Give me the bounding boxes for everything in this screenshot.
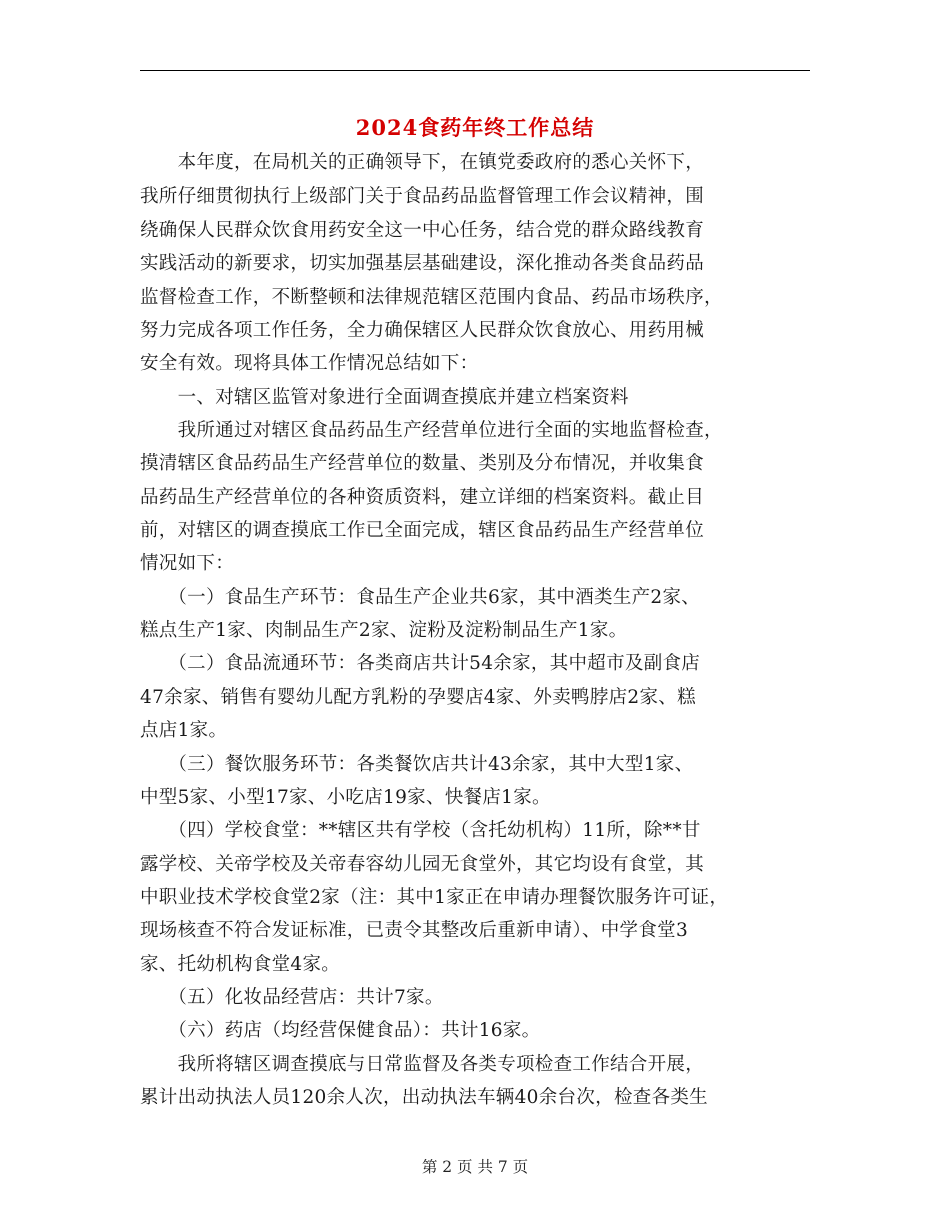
body-line: （六）药店（均经营保健食品）：共计16家。: [140, 1020, 541, 1041]
document-title: 2024食药年终工作总结: [355, 115, 595, 140]
body-line: 我所仔细贯彻执行上级部门关于食品药品监督管理工作会议精神，围: [140, 186, 705, 207]
body-line: 现场核查不符合发证标准，已责令其整改后重新申请）、中学食堂3: [140, 920, 689, 941]
body-line: 糕点生产1家、肉制品生产2家、淀粉及淀粉制品生产1家。: [140, 620, 628, 641]
body-line: 本年度，在局机关的正确领导下，在镇党委政府的悉心关怀下，: [140, 152, 705, 173]
body-line: 前，对辖区的调查摸底工作已全面完成，辖区食品药品生产经营单位: [140, 520, 705, 541]
body-line: 露学校、关帝学校及关帝春容幼儿园无食堂外，其它均设有食堂，其: [140, 854, 705, 875]
section-heading: 一、对辖区监管对象进行全面调查摸底并建立档案资料: [140, 387, 629, 408]
body-line: 我所将辖区调查摸底与日常监督及各类专项检查工作结合开展，: [140, 1054, 705, 1075]
body-line: （三）餐饮服务环节：各类餐饮店共计43余家，其中大型1家、: [140, 754, 694, 775]
body-line: （二）食品流通环节：各类商店共计54余家，其中超市及副食店: [140, 653, 701, 674]
body-line: 摸清辖区食品药品生产经营单位的数量、类别及分布情况，并收集食: [140, 453, 705, 474]
body-line: 中职业技术学校食堂2家（注：其中1家正在申请办理餐饮服务许可证，: [140, 887, 729, 908]
body-line: 努力完成各项工作任务，全力确保辖区人民群众饮食放心、用药用械: [140, 320, 705, 341]
body-line: 监督检查工作，不断整顿和法律规范辖区范围内食品、药品市场秩序，: [140, 287, 723, 308]
body-line: 情况如下：: [140, 553, 235, 574]
body-line: 品药品生产经营单位的各种资质资料，建立详细的档案资料。截止目: [140, 487, 705, 508]
page-number: 第 2 页 共 7 页: [421, 1158, 529, 1176]
body-line: （一）食品生产环节：食品生产企业共6家，其中酒类生产2家、: [140, 587, 701, 608]
header-rule: [140, 70, 810, 71]
body-line: （四）学校食堂：**辖区共有学校（含托幼机构）11所，除**甘: [140, 820, 701, 841]
body-line: 我所通过对辖区食品药品生产经营单位进行全面的实地监督检查，: [140, 420, 723, 441]
body-line: 绕确保人民群众饮食用药安全这一中心任务，结合党的群众路线教育: [140, 220, 705, 241]
body-line: 安全有效。现将具体工作情况总结如下：: [140, 353, 479, 374]
body-line: 47余家、销售有婴幼儿配方乳粉的孕婴店4家、外卖鸭脖店2家、糕: [140, 687, 696, 708]
body-line: 家、托幼机构食堂4家。: [140, 954, 341, 975]
body-line: 中型5家、小型17家、小吃店19家、快餐店1家。: [140, 787, 551, 808]
body-line: 实践活动的新要求，切实加强基层基础建设，深化推动各类食品药品: [140, 253, 705, 274]
body-line: （五）化妆品经营店：共计7家。: [140, 987, 444, 1008]
body-line: 点店1家。: [140, 720, 228, 741]
body-line: 累计出动执法人员120余人次，出动执法车辆40余台次，检查各类生: [140, 1087, 708, 1108]
